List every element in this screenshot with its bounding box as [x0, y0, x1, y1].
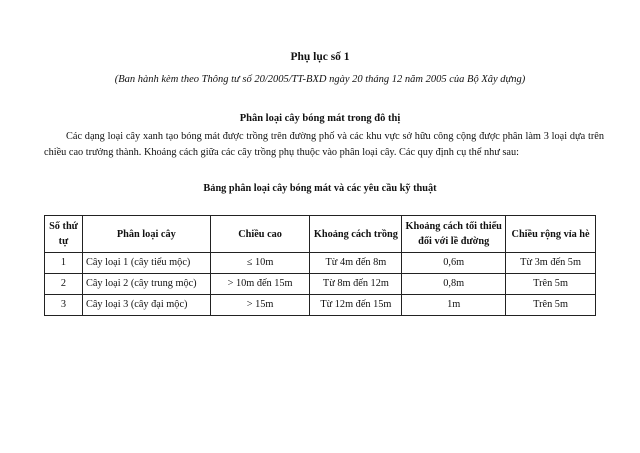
header-min-curb-distance: Khoảng cách tối thiểu đối với lề đường [402, 216, 506, 253]
cell-min-curb-distance: 1m [402, 295, 506, 316]
header-planting-spacing: Khoảng cách trồng [310, 216, 402, 253]
cell-sidewalk-width: Trên 5m [506, 274, 596, 295]
issuance-subtitle: (Ban hành kèm theo Thông tư số 20/2005/TT-BXD ngày 20 tháng 12 năm 2005 của Bộ Xây dựng) [114, 74, 526, 85]
cell-min-curb-distance: 0,8m [402, 274, 506, 295]
header-height: Chiều cao [210, 216, 310, 253]
cell-planting-spacing: Từ 12m đến 15m [310, 295, 402, 316]
appendix-title: Phụ lục số 1 [290, 51, 350, 63]
header-index: Số thứ tự [45, 216, 83, 253]
cell-index: 3 [45, 295, 83, 316]
cell-index: 2 [45, 274, 83, 295]
cell-sidewalk-width: Từ 3m đến 5m [506, 253, 596, 274]
table-row [45, 295, 596, 316]
table-row [45, 253, 596, 274]
cell-sidewalk-width: Trên 5m [506, 295, 596, 316]
intro-paragraph: Các dạng loại cây xanh tạo bóng mát được trồng trên đường phố và các khu vực sở hữu công cộng được phân làm 3 loại dựa trên chiều cao trưởng thành. Khoảng cách giữa các cây trồng phụ thuộc vào phân loại cây. Các quy định cụ thể như sau: [44, 131, 604, 158]
cell-index: 1 [45, 253, 83, 274]
table-row [45, 274, 596, 295]
cell-height: > 15m [210, 295, 310, 316]
table-header-row [45, 216, 596, 253]
cell-planting-spacing: Từ 4m đến 8m [310, 253, 402, 274]
table-title: Bảng phân loại cây bóng mát và các yêu cầu kỹ thuật [203, 183, 437, 194]
tree-classification-table [44, 215, 596, 316]
cell-tree-class: Cây loại 3 (cây đại mộc) [82, 295, 210, 316]
cell-tree-class: Cây loại 2 (cây trung mộc) [82, 274, 210, 295]
cell-planting-spacing: Từ 8m đến 12m [310, 274, 402, 295]
header-tree-class: Phân loại cây [82, 216, 210, 253]
cell-min-curb-distance: 0,6m [402, 253, 506, 274]
cell-height: ≤ 10m [210, 253, 310, 274]
cell-height: > 10m đến 15m [210, 274, 310, 295]
cell-tree-class: Cây loại 1 (cây tiểu mộc) [82, 253, 210, 274]
header-sidewalk-width: Chiều rộng vỉa hè [506, 216, 596, 253]
section-heading: Phân loại cây bóng mát trong đô thị [239, 113, 401, 124]
